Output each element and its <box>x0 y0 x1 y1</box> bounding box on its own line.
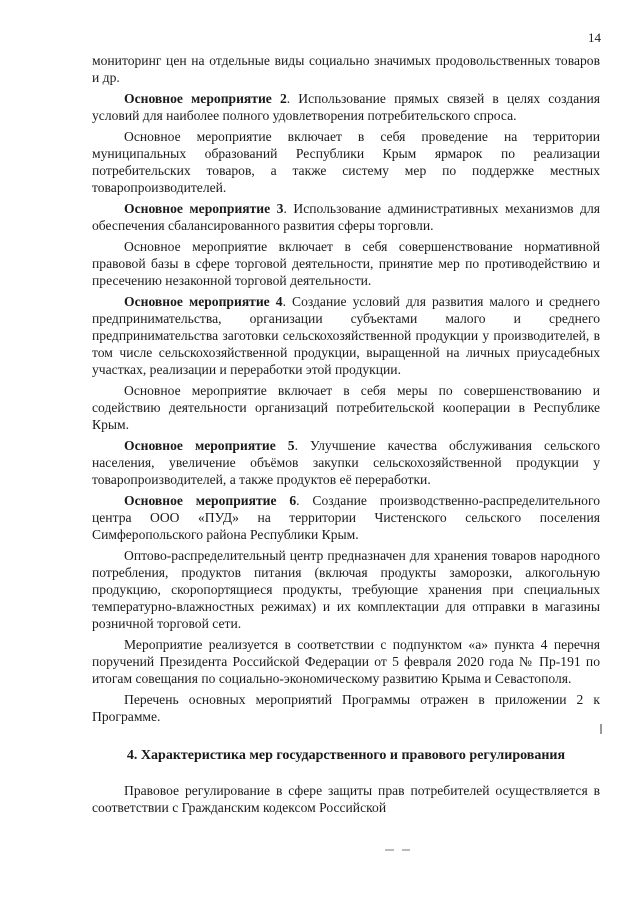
paragraph: Правовое регулирование в сфере защиты прав потребителей осуществляется в соответствии с Гражданским кодексом Российской <box>92 783 600 815</box>
paragraph-text: . Использование административных механизмов для обеспечения сбалансированного развития сферы торговли. <box>92 201 600 233</box>
document-body <box>92 52 600 820</box>
page-number: 14 <box>588 30 601 45</box>
paragraph <box>92 293 600 378</box>
paragraph: Основное мероприятие включает в себя проведение на территории муниципальных образований Республики Крым ярмарок по реализации потребительских товаров, а также систему мер по поддержке местных товаропроизводителей. <box>92 129 600 195</box>
paragraph <box>92 90 600 124</box>
paragraph: Мероприятие реализуется в соответствии с подпунктом «а» пункта 4 перечня поручений Президента Российской Федерации от 5 февраля 2020 года № Пр-191 по итогам совещания по социально-экономическому развитию Крыма и Севастополя. <box>92 637 600 686</box>
paragraph-text: . Использование прямых связей в целях создания условий для наиболее полного удовлетворения потребительского спроса. <box>92 91 600 123</box>
paragraph: Основное мероприятие включает в себя совершенствование нормативной правовой базы в сфере торговой деятельности, принятие мер по противодействию и пресечению незаконной торговой деятельности. <box>92 239 600 288</box>
paragraph: Оптово-распределительный центр предназначен для хранения товаров народного потребления, продуктов питания (включая продукты заморозки, алкогольную продукцию, скоропортящиеся продукты, требующие хранения при специальных температурно-влажностных режимах) и их комплектации для отправки в магазины розничной торговой сети. <box>92 548 600 631</box>
paragraph <box>92 492 600 543</box>
paragraph <box>92 437 600 488</box>
event-title: Основное мероприятие 4 <box>124 294 283 309</box>
paragraph: Перечень основных мероприятий Программы отражен в приложении 2 к Программе. <box>92 692 600 724</box>
paragraph <box>92 200 600 234</box>
paragraph-text: . Создание производственно-распределительного центра ООО «ПУД» на территории Чистенского сельского поселения Симферопольского района Республики Крым. <box>92 493 600 542</box>
event-title: Основное мероприятие 6 <box>124 493 297 508</box>
section-heading: 4. Характеристика мер государственного и правового регулирования <box>126 748 566 763</box>
event-title: Основное мероприятие 3 <box>124 201 284 216</box>
paragraph: мониторинг цен на отдельные виды социально значимых продовольственных товаров и др. <box>92 53 600 85</box>
paragraph-text: . Улучшение качества обслуживания сельского населения, увеличение объёмов закупки сельскохозяйственной продукции у товаропроизводителей, а также продуктов её переработки. <box>92 438 600 487</box>
event-title: Основное мероприятие 5 <box>124 438 295 453</box>
paragraph-text: . Создание условий для развития малого и среднего предпринимательства, организации субъектами малого и среднего предпринимательства заготовки сельскохозяйственной продукции у производителей, в том числе сельскохозяйственной продукции, выращенной на личных приусадебных участках, реализации и переработки этой продукции. <box>92 294 600 377</box>
event-title: Основное мероприятие 2 <box>124 91 287 106</box>
paragraph: Основное мероприятие включает в себя меры по совершенствованию и содействию деятельности организаций потребительской кооперации в Республике Крым. <box>92 383 600 432</box>
